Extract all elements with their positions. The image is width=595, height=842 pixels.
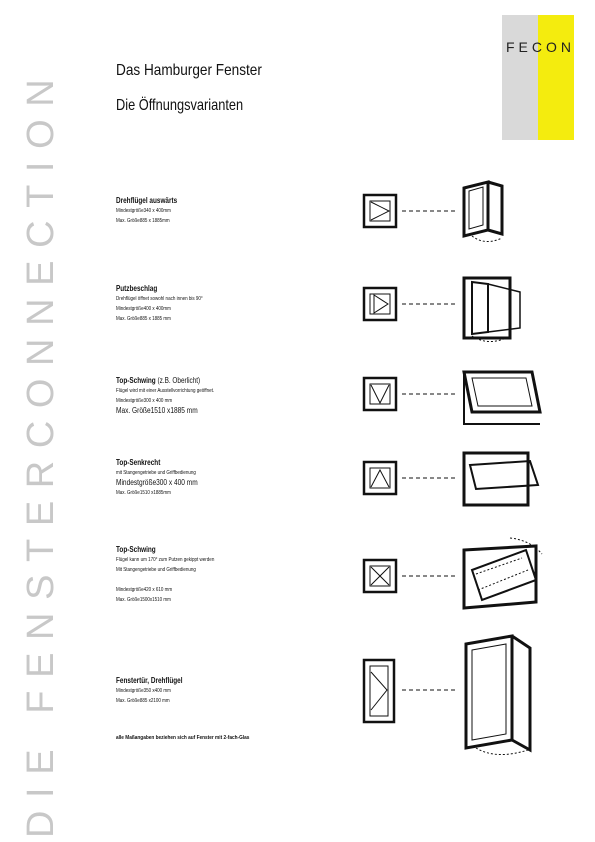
variant-4 [116,458,336,498]
spec-label: Max. Größe [116,406,151,415]
spec-label: Mindestgröße [116,587,144,593]
spec-label: Max. Größe [116,698,140,704]
spec-row [116,585,296,595]
vertical-brand-text: DIE FENSTERCONNECTION [20,66,62,838]
spec-row [116,595,296,605]
variant-heading: Putzbeschlag [116,284,158,293]
variant-3 [116,376,336,416]
spec-value: 300 x 400 mm [143,398,173,404]
spec-row [116,216,296,226]
spec-row [116,314,296,324]
window-diagram-3 [360,360,560,430]
variant-6 [116,676,336,706]
logo-grey-band [502,15,538,140]
variant-2 [116,284,336,324]
variant-description: Mit Stangengetriebe und Griffbedienung [116,567,196,573]
spec-row [116,488,296,498]
spec-row [116,696,296,706]
variant-1 [116,196,336,226]
spec-row [116,406,296,416]
variant-description: Flügel wird mit einer Ausstellvorrichtung geöffnet. [116,388,215,394]
spec-row [116,304,296,314]
spec-label: Mindestgröße [116,398,144,404]
spec-value: 1510 x1885mm [139,490,171,496]
variant-heading: Top-Senkrecht [116,458,161,467]
page-subtitle: Die Öffnungsvarianten [116,97,244,114]
spec-value: 300 x 400 mm [156,478,198,487]
spec-label: Max. Größe [116,597,140,603]
window-diagram-4 [360,445,560,515]
variant-5 [116,545,336,605]
logo-text: FECON [506,39,575,55]
spec-value: 1510 x1885 mm [150,406,198,415]
variant-heading [116,376,292,386]
spec-value: 350 x400 mm [143,688,171,694]
logo-yellow-band [538,15,574,140]
spec-row [116,206,296,216]
spec-label: Mindestgröße [116,688,144,694]
variant-note: (z.B. Oberlicht) [157,376,201,385]
spec-label: Mindestgröße [116,306,144,312]
logo [502,15,574,140]
spec-value: 885 x2100 mm [139,698,170,704]
spec-value: 420 x 610 mm [143,587,173,593]
spec-row [116,396,296,406]
spec-label: Max. Größe [116,218,140,224]
footer-note: alle Maßangaben beziehen sich auf Fenster mit 2-fach-Glas [116,735,250,741]
spec-label: Mindestgröße [116,478,157,487]
spec-value: 1500x1510 mm [139,597,171,603]
spec-label: Max. Größe [116,490,140,496]
spec-value: 340 x 400mm [143,208,171,214]
variant-heading: Drehflügel auswärts [116,196,178,205]
spec-label: Max. Größe [116,316,140,322]
spec-label: Mindestgröße [116,208,144,214]
variant-description: Drehflügel öffnet sowohl nach innen bis 90° [116,296,203,302]
window-diagram-6 [360,630,560,760]
page-title: Das Hamburger Fenster [116,62,262,79]
variant-description: mit Stangengetriebe und Griffbedienung [116,470,196,476]
spec-row [116,686,296,696]
spec-value: 885 x 1885mm [139,218,170,224]
variant-heading-text: Top-Schwing [116,376,156,385]
variant-description: Flügel kann um 170° zum Putzen gekippt werden [116,557,215,563]
spec-row [116,478,296,488]
window-diagram-2 [360,270,560,350]
variant-heading: Fenstertür, Drehflügel [116,676,183,685]
spec-value: 400 x 400mm [143,306,171,312]
window-diagram-5 [360,530,560,620]
window-diagram-1 [360,178,560,248]
spec-value: 885 x 1885 mm [139,316,171,322]
variant-heading: Top-Schwing [116,545,156,554]
